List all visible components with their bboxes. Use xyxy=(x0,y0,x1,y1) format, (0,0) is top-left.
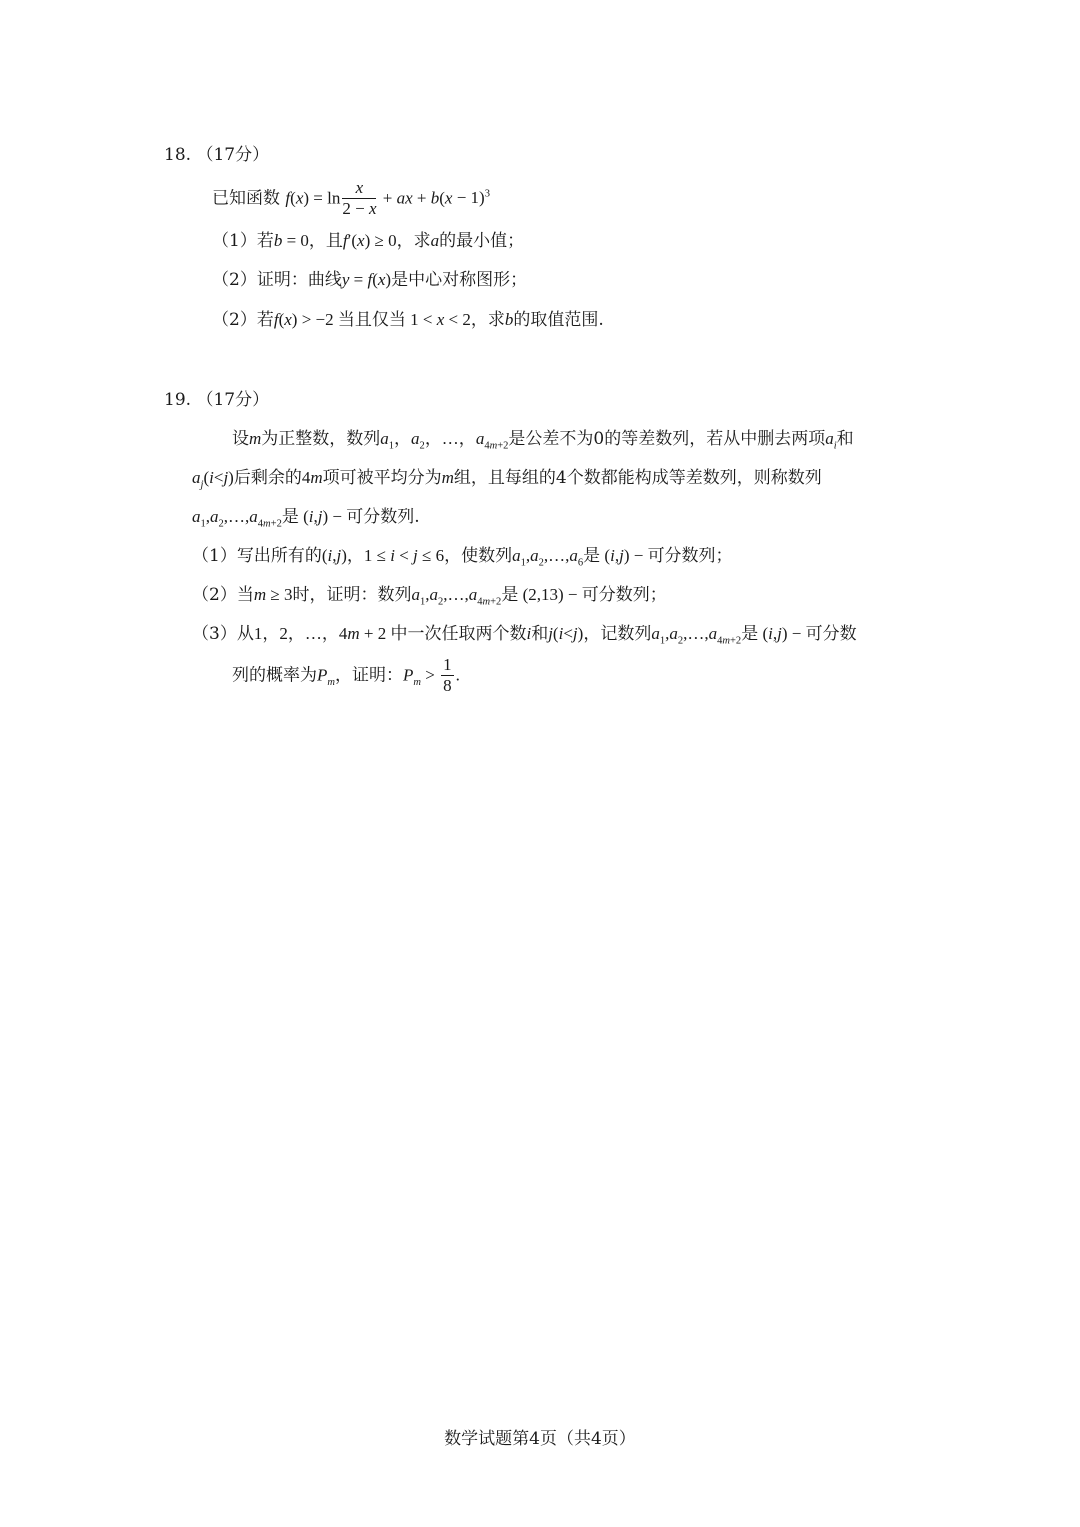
page-footer: 数学试题第4页（共4页） xyxy=(444,1429,636,1449)
q19-statement-line1: 设m为正整数，数列$a_1$，$a_2$，…，$a_{4m+2}$是公差不为0的等差数列，若从中删去两项$a_i$和 xyxy=(232,429,854,452)
q19-statement-line3: $a_1,a_2,\dots,a_{4m+2}$是 (i,j) − 可分数列. xyxy=(192,507,420,530)
q18-part1: （1）若b = 0，且f′(x) ≥ 0，求a的最小值； xyxy=(212,231,525,251)
q18-part3: （2）若f(x) > −2 当且仅当 1 < x < 2，求b的取值范围. xyxy=(212,310,604,330)
q19-part1: （1）写出所有的(i,j)，1 ≤ i < j ≤ 6，使数列$a_1,a_2,\dots,a_6$是 (i,j) − 可分数列； xyxy=(192,546,733,569)
q18-intro: 已知函数 xyxy=(212,188,280,209)
q19-part3-cont: 列的概率为$P_m$，证明：$P_m$ > $\frac{1}{8}$ . xyxy=(232,655,460,696)
fraction: $\frac{1}{8}$ xyxy=(443,655,452,696)
q19-header: 19. （17分） xyxy=(164,390,270,410)
q19-part3: （3）从1，2，…，4m + 2 中一次任取两个数i和j(i<j)，记数列$a_1,a_2,\dots,a_{4m+2}$是 (i,j) − 可分数 xyxy=(192,624,857,647)
q18-part2: （2）证明：曲线y = f(x)是中心对称图形； xyxy=(212,270,528,290)
q18-header: 18. （17分） xyxy=(164,145,270,165)
q19-statement-line2: $a_j(i<j)$后剩余的4m项可被平均分为m组，且每组的4个数都能构成等差数列，则称数列 xyxy=(192,468,822,491)
q19-part2: （2）当m ≥ 3时，证明：数列$a_1,a_2,\dots,a_{4m+2}$是 (2,13) − 可分数列； xyxy=(192,585,667,608)
fraction: $\frac{x}{2 - x}$ xyxy=(342,178,377,219)
q18-function-definition: 已知函数 f(x) = ln $\frac{x}{2 - x}$ + ax + $b(x - 1)^3$ xyxy=(212,178,490,219)
